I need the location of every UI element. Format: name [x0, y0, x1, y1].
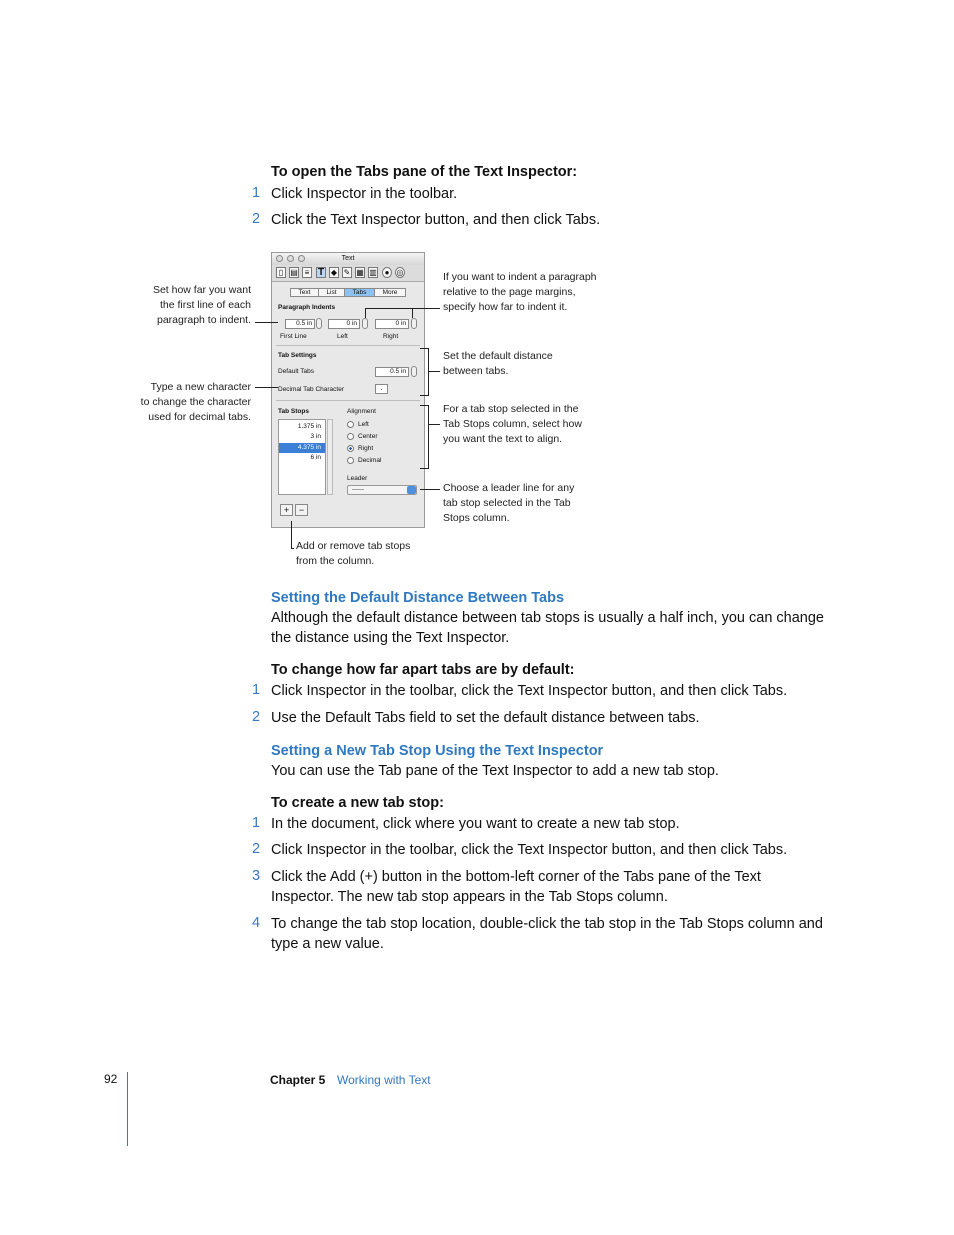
leader-label: Leader	[347, 475, 368, 482]
tab-settings-label: Tab Settings	[278, 352, 317, 359]
section-heading: Setting a New Tab Stop Using the Text Inspector	[271, 743, 604, 759]
align-decimal-label: Decimal	[358, 457, 382, 464]
step-text: Click Inspector in the toolbar, click the Text Inspector button, and then click Tabs.	[271, 683, 788, 699]
footer-chapter-title: Working with Text	[337, 1073, 431, 1087]
step-number: 2	[252, 709, 261, 725]
step-number: 1	[252, 185, 261, 201]
text-inspector-icon[interactable]: T	[317, 267, 325, 278]
document-inspector-icon[interactable]: ▯	[276, 267, 286, 278]
tab-stop-item-selected[interactable]: 4.375 in	[279, 443, 325, 453]
leader-popup[interactable]	[347, 485, 417, 495]
step-number: 3	[252, 868, 261, 884]
body-paragraph: You can use the Tab pane of the Text Inspector to add a new tab stop.	[271, 763, 719, 779]
chart-inspector-icon[interactable]: ▥	[369, 268, 377, 277]
procedure-heading: To open the Tabs pane of the Text Inspector:	[271, 164, 578, 180]
callout-default-distance: Set the default distance between tabs.	[443, 350, 553, 377]
callout-line	[255, 387, 278, 388]
default-tabs-stepper[interactable]	[411, 366, 417, 377]
quicktime-inspector-icon[interactable]: ◎	[396, 268, 404, 277]
right-label: Right	[383, 333, 399, 340]
graphic-inspector-icon[interactable]: ◆	[330, 268, 338, 277]
leader-value: ------	[352, 487, 364, 493]
default-tabs-field[interactable]: 0.5 in	[375, 367, 409, 377]
callout-line	[291, 521, 292, 549]
left-label: Left	[337, 333, 348, 340]
table-inspector-icon[interactable]: ▦	[356, 268, 364, 277]
inspector-toolbar	[272, 265, 424, 282]
alignment-label: Alignment	[347, 408, 376, 415]
tab-stops-label: Tab Stops	[278, 408, 309, 415]
callout-decimal: Type a new character to change the character used for decimal tabs.	[140, 381, 251, 423]
tab-text[interactable]: Text	[290, 288, 319, 297]
callout-line	[420, 489, 440, 490]
first-line-stepper[interactable]	[316, 318, 322, 329]
footer-rule	[127, 1072, 128, 1146]
callout-alignment: For a tab stop selected in the Tab Stops column, select how you want the text to align.	[443, 403, 582, 445]
tab-tabs[interactable]: Tabs	[344, 288, 375, 297]
right-indent-stepper[interactable]	[411, 318, 417, 329]
align-decimal-radio[interactable]	[347, 457, 354, 464]
procedure-heading: To create a new tab stop:	[271, 795, 444, 811]
callout-indent: If you want to indent a paragraph relative to the page margins, specify how far to indent it.	[443, 271, 597, 313]
decimal-tab-character-field[interactable]: .	[375, 384, 388, 394]
callout-bracket	[420, 468, 428, 469]
body-paragraph: Although the default distance between tab stops is usually a half inch, you can change the distance using the Text Inspector.	[271, 610, 824, 646]
step-text: In the document, click where you want to create a new tab stop.	[271, 816, 680, 832]
layout-inspector-icon[interactable]: ▤	[290, 268, 298, 277]
callout-bracket	[420, 395, 428, 396]
step-text: To change the tab stop location, double-click the tab stop in the Tab Stops column and type a new value.	[271, 916, 823, 952]
align-right-radio[interactable]	[347, 445, 354, 452]
callout-first-line: Set how far you want the first line of each paragraph to indent.	[152, 284, 251, 326]
callout-line	[412, 308, 413, 318]
tab-stops-list[interactable]	[278, 419, 326, 495]
step-number: 2	[252, 841, 261, 857]
tab-stop-item[interactable]: 3 in	[310, 433, 321, 440]
metrics-inspector-icon[interactable]: ✎	[343, 268, 351, 277]
callout-bracket	[428, 405, 429, 469]
align-left-radio[interactable]	[347, 421, 354, 428]
first-line-label: First Line	[280, 333, 307, 340]
wrap-inspector-icon[interactable]: ≡	[302, 267, 312, 278]
align-center-label: Center	[358, 433, 378, 440]
tab-stops-scrollbar[interactable]	[327, 419, 333, 495]
add-tab-stop-button[interactable]: +	[280, 504, 293, 516]
footer-chapter: Chapter 5	[270, 1073, 326, 1087]
step-text: Use the Default Tabs field to set the default distance between tabs.	[271, 710, 700, 726]
default-tabs-label: Default Tabs	[278, 368, 315, 375]
callout-bracket	[420, 405, 428, 406]
left-indent-field[interactable]: 0 in	[328, 319, 360, 329]
callout-line	[255, 322, 278, 323]
callout-line	[291, 548, 294, 549]
callout-line	[365, 308, 366, 318]
right-indent-field[interactable]: 0 in	[375, 319, 409, 329]
divider	[276, 400, 420, 401]
callout-add-remove: Add or remove tab stops from the column.	[296, 540, 411, 567]
callout-line	[428, 371, 440, 372]
step-text: Click the Add (+) button in the bottom-left corner of the Tabs pane of the Text Inspector. The new tab stop appears in the Tab Stops column.	[271, 869, 761, 905]
section-heading: Setting the Default Distance Between Tabs	[271, 590, 565, 606]
title-bar	[272, 253, 424, 265]
divider	[276, 345, 420, 346]
window-title: Text	[341, 255, 355, 262]
step-number: 2	[252, 211, 261, 227]
align-left-label: Left	[358, 421, 369, 428]
align-center-radio[interactable]	[347, 433, 354, 440]
first-line-field[interactable]: 0.5 in	[285, 319, 315, 329]
callout-line	[428, 424, 440, 425]
step-number: 4	[252, 915, 261, 931]
page-number: 92	[104, 1072, 118, 1086]
tab-list[interactable]: List	[318, 288, 345, 297]
step-text: Click Inspector in the toolbar, click the Text Inspector button, and then click Tabs.	[271, 842, 788, 858]
procedure-heading: To change how far apart tabs are by default:	[271, 662, 575, 678]
callout-bracket	[420, 348, 428, 349]
step-number: 1	[252, 815, 261, 831]
remove-tab-stop-button[interactable]: −	[295, 504, 308, 516]
tab-stop-item[interactable]: 1.375 in	[297, 423, 321, 430]
step-number: 1	[252, 682, 261, 698]
left-indent-stepper[interactable]	[362, 318, 368, 329]
align-right-label: Right	[358, 445, 374, 452]
paragraph-indents-label: Paragraph Indents	[278, 304, 336, 311]
decimal-tab-character-label: Decimal Tab Character	[278, 386, 344, 393]
tab-stop-item[interactable]: 6 in	[310, 454, 321, 461]
callout-line	[365, 308, 440, 309]
callout-bracket	[428, 348, 429, 396]
step-text: Click Inspector in the toolbar.	[271, 186, 458, 202]
text-inspector-window	[271, 252, 425, 528]
step-text: Click the Text Inspector button, and then click Tabs.	[271, 212, 601, 228]
chevron-down-icon	[407, 486, 416, 494]
link-inspector-icon[interactable]: ●	[382, 267, 392, 278]
callout-leader: Choose a leader line for any tab stop selected in the Tab Stops column.	[443, 482, 575, 524]
tab-more[interactable]: More	[374, 288, 406, 297]
